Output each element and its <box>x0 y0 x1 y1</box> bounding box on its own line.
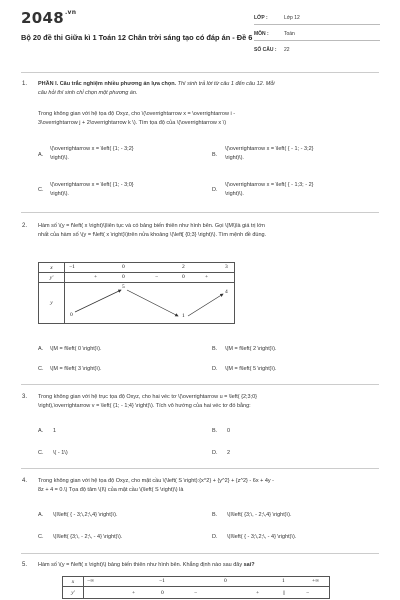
document-title: Bộ 20 đề thi Giữa kì 1 Toán 12 Chân trời sáng tạo có đáp án - Đề 6 <box>21 33 253 42</box>
question-stem: 8z + 4 = 0.\) Tọa độ tâm \(I\) của mặt cầu \(\left( S \right)\) là <box>38 487 184 493</box>
meta-divider <box>254 24 380 25</box>
option-a[interactable]: \(M = f\left( 0 \right)\). <box>50 346 102 352</box>
vt-x-value: −1 <box>159 578 165 584</box>
question-stem: Hàm số \(y = f\left( x \right)\)liên tục và có bảng biến thiên như hình bên. Gọi \(M\)là giá trị lớn <box>38 223 265 229</box>
vt-y-value: 1 <box>182 313 185 319</box>
part-instruction: Thí sinh trả lời từ câu 1 đến câu 12. Mỗi <box>176 81 275 87</box>
question-divider <box>21 384 379 385</box>
option-text: \(\overrightarrow x = \left( { - 1; - 3;2} <box>225 146 314 152</box>
question-divider <box>21 553 379 554</box>
option-text: \(\overrightarrow x = \left( { - 1;3; - 2} <box>225 182 314 188</box>
option-d[interactable]: \(M = f\left( 5 \right)\). <box>225 366 277 372</box>
vt-x-value: 0 <box>224 578 227 584</box>
option-letter: A. <box>38 346 44 352</box>
variation-table <box>62 576 330 599</box>
vt-sign: 0 <box>182 274 185 280</box>
vt-y-label: y <box>39 283 65 324</box>
vt-yprime-label: y' <box>39 273 65 283</box>
question-stem: Trong không gian với hệ tọa độ Oxyz, cho \(\overrightarrow x = \overrightarrow i - <box>38 111 236 117</box>
meta-value-class: Lớp 12 <box>284 15 300 21</box>
option-letter: B. <box>212 152 218 158</box>
vt-sign: − <box>306 590 310 596</box>
meta-value-count: 22 <box>284 47 290 53</box>
vt-yprime-row <box>84 587 330 599</box>
vt-x-row <box>84 577 330 587</box>
vt-x-value: 0 <box>122 264 125 270</box>
option-c[interactable]: \( - 1\) <box>53 450 68 456</box>
vt-yprime-row <box>65 273 235 283</box>
option-text: \right)\). <box>50 190 69 197</box>
option-letter: D. <box>212 187 218 193</box>
option-c[interactable] <box>50 181 134 198</box>
arrow-up <box>188 294 223 316</box>
option-d[interactable]: \(I\left( { - 3;\,2;\, - 4} \right)\). <box>227 534 297 540</box>
vt-yprime-label: y' <box>63 587 84 599</box>
option-b[interactable] <box>225 145 314 162</box>
option-d[interactable] <box>225 181 314 198</box>
question-divider <box>21 212 379 213</box>
logo-text: 2048 <box>21 9 64 27</box>
vt-y-value: 4 <box>225 289 228 295</box>
option-a[interactable]: 1 <box>53 428 57 434</box>
meta-divider <box>254 40 380 41</box>
option-text: \(\overrightarrow x = \left( {1; - 3;2} <box>50 146 134 152</box>
vt-x-value: 1 <box>282 578 285 584</box>
arrow-down <box>127 290 178 316</box>
vt-x-value: −∞ <box>87 578 95 584</box>
option-b[interactable]: 0 <box>227 428 231 434</box>
option-letter: B. <box>212 346 218 352</box>
option-a[interactable] <box>50 145 134 162</box>
vt-y-row <box>65 283 235 324</box>
header-divider <box>21 72 379 73</box>
vt-x-label: x <box>39 263 65 273</box>
option-letter: C. <box>38 450 44 456</box>
vt-y-value: 5 <box>122 284 125 290</box>
vt-sign: 0 <box>122 274 125 280</box>
question-number: 4. <box>22 478 28 484</box>
vt-sign: + <box>256 590 260 596</box>
vt-y-value: 0 <box>70 312 73 318</box>
option-text: \right)\). <box>225 190 244 197</box>
option-letter: D. <box>212 534 218 540</box>
vt-x-value: −1 <box>69 264 75 270</box>
variation-table <box>38 262 235 324</box>
option-letter: B. <box>212 512 218 518</box>
option-letter: A. <box>38 428 44 434</box>
meta-label-count: SỐ CÂU : <box>254 47 277 53</box>
meta-value-subject: Toán <box>284 31 295 37</box>
vt-sign: + <box>94 274 98 280</box>
question-number: 1. <box>22 81 28 87</box>
option-letter: D. <box>212 366 218 372</box>
option-d[interactable]: 2 <box>227 450 231 456</box>
vt-x-value: 2 <box>182 264 185 270</box>
vt-x-value: 3 <box>225 264 228 270</box>
question-stem <box>38 561 255 570</box>
vt-sign: − <box>194 590 198 596</box>
question-stem: nhất của hàm số \(y = f\left( x \right)\)trên nửa khoảng \(\left[ {0;3} \right)\). Tìm mệnh đề đúng. <box>38 232 267 238</box>
option-text: \right)\). <box>50 154 69 161</box>
part-heading <box>38 80 383 89</box>
question-number: 5. <box>22 562 28 568</box>
option-c[interactable]: \(M = f\left( 3 \right)\). <box>50 366 102 372</box>
option-c[interactable]: \(I\left( {3;\, - 2;\, - 4} \right)\). <box>53 534 123 540</box>
part-title: PHẦN I. Câu trắc nghiệm nhiều phương án lựa chọn. <box>38 81 177 87</box>
question-number: 2. <box>22 223 28 229</box>
vt-x-row <box>65 263 235 273</box>
option-b[interactable]: \(M = f\left( 2 \right)\). <box>225 346 277 352</box>
variation-arrows <box>65 283 237 324</box>
question-stem: Trong không gian với hệ tọa độ Oxyz, cho mặt cầu \(\left( S \right):{x^2} + {y^2} + {z^2} - 6x + 4y - <box>38 478 275 484</box>
option-letter: C. <box>38 366 44 372</box>
vt-sign: + <box>132 590 136 596</box>
meta-label-subject: MÔN : <box>254 31 269 37</box>
vt-sign: 0 <box>161 590 164 596</box>
option-letter: C. <box>38 187 44 193</box>
vt-x-label: x <box>63 577 84 587</box>
option-a[interactable]: \(I\left( { - 3;\,2;\,4} \right)\). <box>53 512 118 518</box>
option-text: \right)\). <box>225 154 244 161</box>
vt-sign: + <box>205 274 209 280</box>
option-letter: C. <box>38 534 44 540</box>
option-b[interactable]: \(I\left( {3;\, - 2;\,4} \right)\). <box>227 512 292 518</box>
vt-x-value: +∞ <box>312 578 320 584</box>
option-text: \(\overrightarrow x = \left( {1; - 3;0} <box>50 182 134 188</box>
question-stem-text: Hàm số \(y = f\left( x \right)\) bảng biến thiên như hình bên. Khẳng định nào sau đây <box>38 562 244 568</box>
option-letter: A. <box>38 152 44 158</box>
question-stem: 3\overrightarrow j + 2\overrightarrow k \). Tìm tọa độ của \(\overrightarrow x \) <box>38 120 227 126</box>
question-divider <box>21 468 379 469</box>
option-letter: A. <box>38 512 44 518</box>
site-logo[interactable] <box>21 9 76 27</box>
logo-tld: .vn <box>64 9 77 16</box>
arrow-up <box>75 290 121 312</box>
question-stem: Trong không gian với hệ trục tọa độ Oxyz, cho hai véc tơ \(\overrightarrow u = \left( {2;3;0} <box>38 394 258 400</box>
vt-sign: || <box>283 590 286 596</box>
question-stem-emphasis: sai? <box>243 562 255 568</box>
question-stem: \right),\overrightarrow v = \left( {1; - 1;4} \right)\). Tích vô hướng của hai véc tơ đó bằng: <box>38 403 251 409</box>
vt-sign: − <box>155 274 159 280</box>
option-letter: B. <box>212 428 218 434</box>
option-letter: D. <box>212 450 218 456</box>
question-number: 3. <box>22 394 28 400</box>
part-instruction-cont: câu hỏi thí sinh chỉ chọn một phương án. <box>38 90 138 96</box>
meta-label-class: LỚP : <box>254 15 268 21</box>
